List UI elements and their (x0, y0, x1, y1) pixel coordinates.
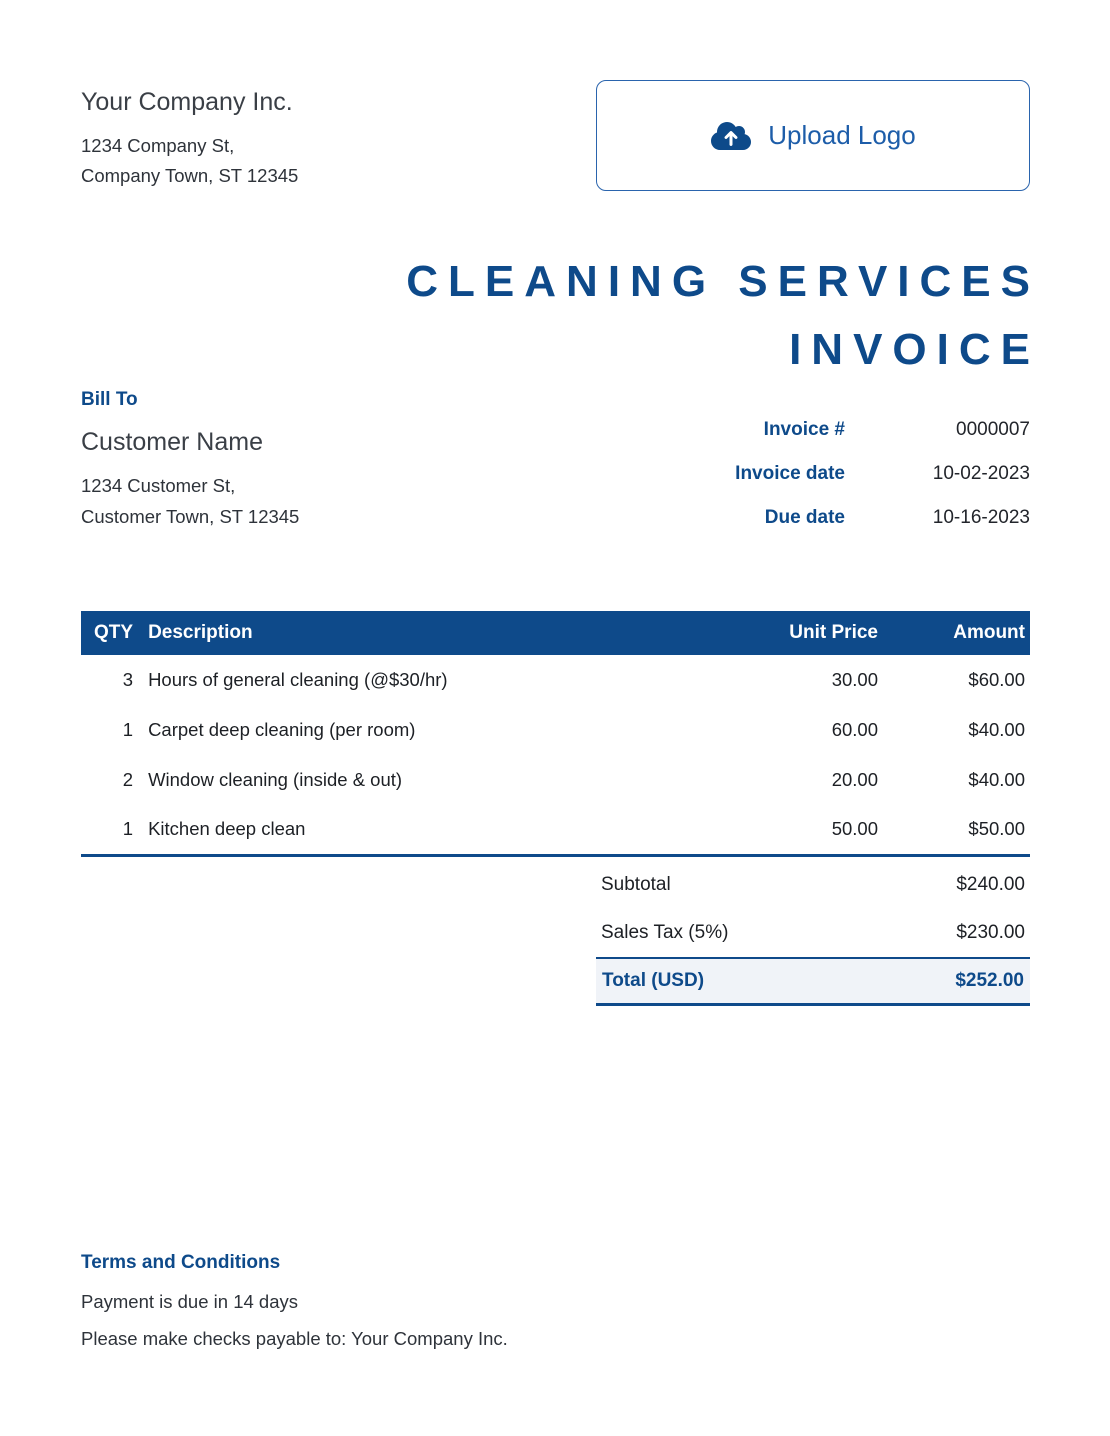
amount-cell: $40.00 (968, 719, 1025, 740)
total-label: Total (USD) (602, 970, 705, 991)
description-cell: Window cleaning (inside & out) (148, 769, 403, 790)
table-row (81, 805, 1030, 855)
invoice-date-value: 10-02-2023 (932, 463, 1030, 484)
customer-address (81, 470, 299, 532)
bill-to-section (81, 389, 299, 532)
items-table (81, 611, 1030, 857)
unit-price-header: Unit Price (758, 611, 878, 655)
company-address (81, 131, 298, 191)
due-date-label: Due date (764, 507, 845, 528)
company-name: Your Company Inc. (81, 88, 293, 116)
amount-cell: $50.00 (968, 818, 1025, 840)
totals-section (596, 861, 1030, 1006)
subtotal-value: $240.00 (956, 874, 1025, 895)
total-value: $252.00 (955, 970, 1024, 991)
qty-cell: 2 (122, 769, 134, 790)
sales-tax-value: $230.00 (956, 922, 1025, 943)
qty-header: QTY (81, 611, 133, 655)
unit-price-cell: 30.00 (831, 669, 878, 690)
qty-cell: 1 (122, 719, 134, 740)
amount-header: Amount (878, 611, 1030, 655)
company-info (81, 88, 298, 191)
page-title (406, 248, 1040, 384)
company-address-line1: 1234 Company St, (81, 135, 235, 156)
subtotal-row (596, 861, 1030, 909)
description-cell: Kitchen deep clean (148, 818, 306, 840)
customer-address-line2: Customer Town, ST 12345 (81, 506, 300, 527)
total-row (596, 957, 1030, 1006)
terms-line2: Please make checks payable to: Your Company Inc. (81, 1328, 508, 1349)
upload-logo-button[interactable] (596, 80, 1030, 191)
amount-cell: $40.00 (968, 769, 1025, 790)
description-cell: Carpet deep cleaning (per room) (148, 719, 416, 740)
bill-to-label: Bill To (81, 389, 138, 410)
company-address-line2: Company Town, ST 12345 (81, 165, 299, 186)
invoice-meta (735, 408, 1030, 540)
customer-address-line1: 1234 Customer St, (81, 475, 236, 496)
description-cell: Hours of general cleaning (@$30/hr) (148, 669, 448, 690)
terms-heading: Terms and Conditions (81, 1252, 281, 1273)
unit-price-cell: 20.00 (831, 769, 878, 790)
terms-line1: Payment is due in 14 days (81, 1291, 298, 1312)
invoice-number-value: 0000007 (956, 419, 1030, 440)
upload-logo-label: Upload Logo (768, 120, 916, 150)
terms-section (81, 1252, 508, 1350)
sales-tax-label: Sales Tax (5%) (601, 922, 729, 943)
qty-cell: 1 (122, 818, 134, 840)
items-table-header (81, 611, 1030, 655)
sales-tax-row (596, 909, 1030, 957)
qty-cell: 3 (122, 669, 134, 690)
customer-name: Customer Name (81, 428, 263, 456)
amount-cell: $60.00 (968, 669, 1025, 690)
table-row (81, 705, 1030, 755)
page-title-line2: INVOICE (789, 325, 1040, 374)
unit-price-cell: 50.00 (831, 818, 878, 840)
due-date-value: 10-16-2023 (932, 507, 1030, 528)
cloud-upload-icon (710, 120, 752, 152)
unit-price-cell: 60.00 (831, 719, 878, 740)
header-row (81, 611, 1030, 655)
subtotal-label: Subtotal (601, 874, 671, 895)
page-title-line1: CLEANING SERVICES (406, 257, 1040, 306)
description-header: Description (133, 611, 758, 655)
invoice-date-label: Invoice date (735, 463, 845, 484)
table-row (81, 755, 1030, 805)
table-row (81, 655, 1030, 705)
invoice-number-label: Invoice # (763, 419, 845, 440)
